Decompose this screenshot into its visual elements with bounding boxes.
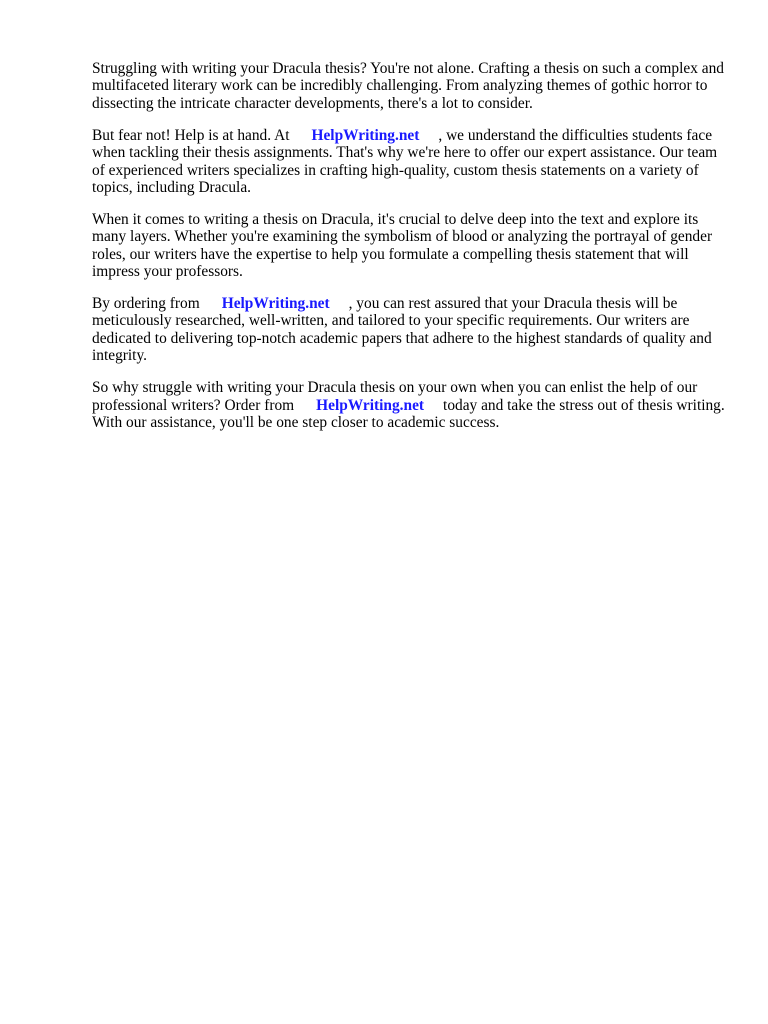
- paragraph-dracula-layers-text: When it comes to writing a thesis on Dracula, it's crucial to delve deep into the text and explore its many layers. Whether you're examining the symbolism of blood or analyzing the portrayal of gender roles, our writers have the expertise to help you formulate a compelling thesis statement that will impress your professors.: [92, 210, 713, 281]
- paragraph-help: [92, 127, 728, 197]
- paragraph-ordering-text-before: By ordering from: [92, 294, 200, 312]
- paragraph-help-text-after: , we understand the difficulties students face when tackling their thesis assignments. That's why we're here to offer our expert assistance. Our team of experienced writers specializes in crafting high-quality, custom thesis statements on a variety of topics, including Dracula.: [92, 126, 718, 196]
- helpwriting-link[interactable]: HelpWriting.net: [316, 396, 425, 414]
- document-body: [92, 60, 728, 446]
- paragraph-help-text-before: But fear not! Help is at hand. At: [92, 126, 290, 144]
- paragraph-ordering: [92, 295, 728, 365]
- paragraph-conclusion-text-after: today and take the stress out of thesis writing. With our assistance, you'll be one step closer to academic success.: [92, 396, 725, 431]
- paragraph-conclusion-text-before: So why struggle with writing your Dracula thesis on your own when you can enlist the help of our professional writers? Order from: [92, 379, 698, 414]
- paragraph-intro: [92, 60, 728, 112]
- helpwriting-link[interactable]: HelpWriting.net: [311, 126, 420, 144]
- helpwriting-link[interactable]: HelpWriting.net: [221, 294, 330, 312]
- paragraph-intro-text: Struggling with writing your Dracula thesis? You're not alone. Crafting a thesis on such a complex and multifaceted literary work can be incredibly challenging. From analyzing themes of gothic horror to dissecting the intricate character developments, there's a lot to consider.: [92, 60, 724, 112]
- paragraph-conclusion: [92, 379, 728, 431]
- paragraph-dracula-layers: [92, 211, 728, 281]
- paragraph-ordering-text-after: , you can rest assured that your Dracula thesis will be meticulously researched, well-written, and tailored to your specific requirements. Our writers are dedicated to delivering top-notch academic papers that adhere to the highest standards of quality and integrity.: [92, 294, 712, 365]
